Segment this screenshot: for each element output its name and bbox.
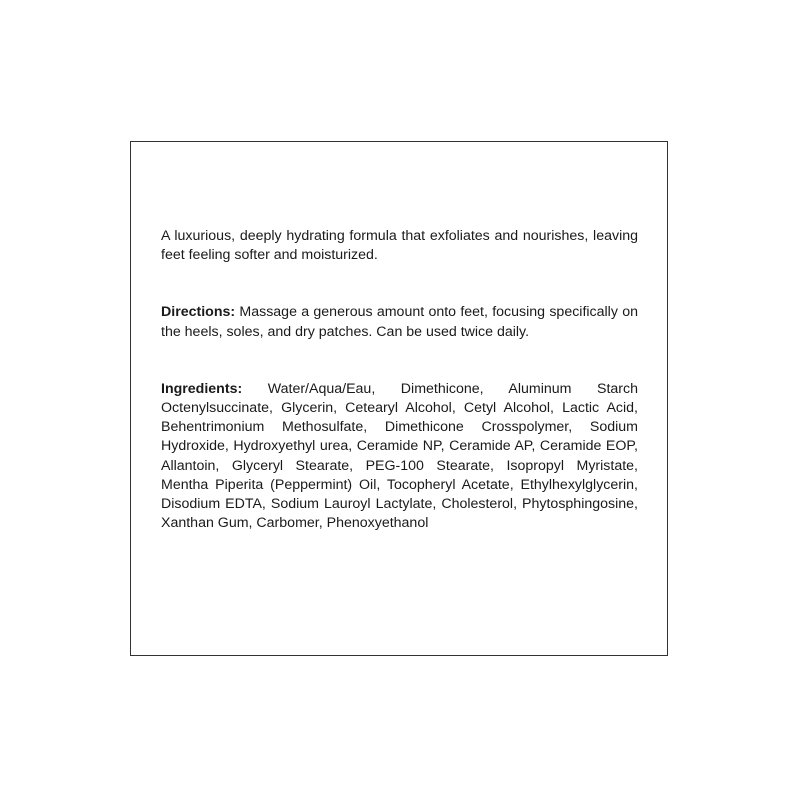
ingredients-text: Water/Aqua/Eau, Dimethicone, Aluminum Starch Octenylsuccinate, Glycerin, Cetearyl Alcohol, Cetyl Alcohol, Lactic Acid, Behentrimonium Methosulfate, Dimethicone Crosspolymer, Sodium Hydroxide, Hydroxyethyl urea, Ceramide NP, Ceramide AP, Ceramide EOP, Allantoin, Glyceryl Stearate, PEG-100 Stearate, Isopropyl Myristate, Mentha Piperita (Peppermint) Oil, Tocopheryl Acetate, Ethylhexylglycerin, Disodium EDTA, Sodium Lauroyl Lactylate, Cholesterol, Phytosphingosine, Xanthan Gum, Carbomer, Phenoxyethanol xyxy=(161,380,638,532)
ingredients-paragraph xyxy=(161,380,638,534)
directions-paragraph xyxy=(161,303,638,341)
product-description: A luxurious, deeply hydrating formula that exfoliates and nourishes, leaving feet feeling softer and moisturized. xyxy=(161,228,638,264)
ingredients-label: Ingredients: xyxy=(161,380,243,397)
product-info-content xyxy=(161,227,638,533)
product-info-card xyxy=(130,141,668,656)
directions-text: Massage a generous amount onto feet, focusing specifically on the heels, soles, and dry patches. Can be used twice daily. xyxy=(161,304,638,340)
directions-label: Directions: xyxy=(161,304,236,321)
